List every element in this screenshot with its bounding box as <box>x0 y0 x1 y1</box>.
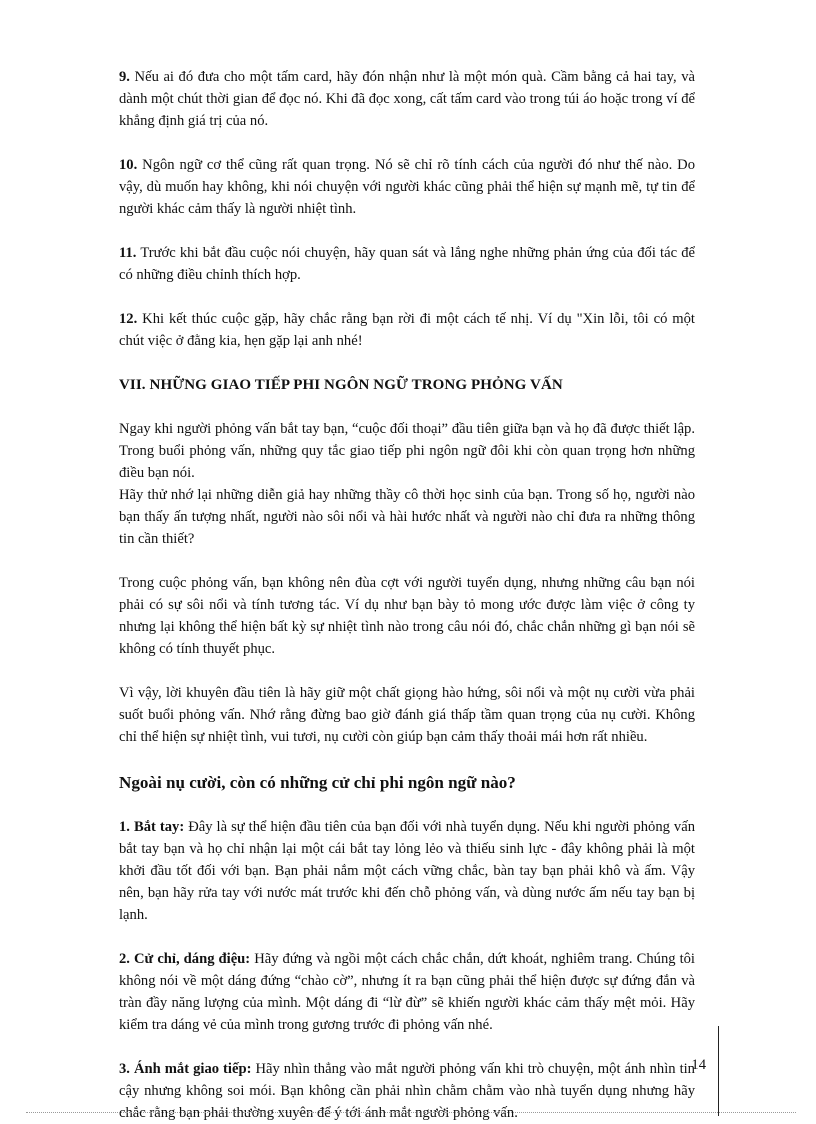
page-border-bottom <box>26 1112 796 1113</box>
list-item <box>119 242 695 286</box>
gesture-item <box>119 816 695 926</box>
item-number: 9. <box>119 69 130 85</box>
body-paragraph: Hãy thử nhớ lại những diễn giả hay những thầy cô thời học sinh của bạn. Trong số họ, người nào bạn thấy ấn tượng nhất, người nào sôi nổi và hài hước nhất và người nào chỉ đưa ra những thông tin cần thiết? <box>119 487 695 547</box>
item-text: Ngôn ngữ cơ thể cũng rất quan trọng. Nó sẽ chỉ rõ tính cách của người đó như thế nào. Do vậy, dù muốn hay không, khi nói chuyện với người khác cũng phải thể hiện sự mạnh mẽ, tự tin để người khác cảm thấy là người nhiệt tình. <box>119 157 695 217</box>
body-paragraph: Vì vậy, lời khuyên đầu tiên là hãy giữ một chất giọng hào hứng, sôi nổi và một nụ cười vừa phải suốt buổi phỏng vấn. Nhớ rằng đừng bao giờ đánh giá thấp tầm quan trọng của nụ cười. Không chỉ thể hiện sự nhiệt tình, vui tươi, nụ cười còn giúp bạn cảm thấy thoải mái hơn rất nhiều. <box>119 685 695 745</box>
item-number: 10. <box>119 157 138 173</box>
gesture-text: Hãy nhìn thẳng vào mắt người phỏng vấn khi trò chuyện, một ánh nhìn tin cậy nhưng không soi mói. Bạn không cần phải nhìn chằm chằm vào nhà tuyển dụng nhưng hãy chắc rằng bạn phải thường xuyên để ý tới ánh mắt người phỏng vấn. <box>119 1061 695 1121</box>
sub-heading: Ngoài nụ cười, còn có những cử chỉ phi ngôn ngữ nào? <box>119 773 516 792</box>
gesture-text: Đây là sự thể hiện đầu tiên của bạn đối với nhà tuyển dụng. Nếu khi người phỏng vấn bắt tay bạn và họ chỉ nhận lại một cái bắt tay lỏng lẻo và thiếu sinh lực - đây không phải là một khởi đầu tốt đối với bạn. Bạn phải nắm một cách vững chắc, bàn tay bạn phải khô và ấm. Vậy nên, bạn hãy rửa tay với nước mát trước khi đến chỗ phỏng vấn, và dùng nước ấm nếu tay bạn bị lạnh. <box>119 819 695 923</box>
page-border-right <box>718 1026 719 1116</box>
gesture-label: 1. Bắt tay: <box>119 819 185 835</box>
gesture-label: 3. Ánh mắt giao tiếp: <box>119 1061 252 1077</box>
body-paragraph: Ngay khi người phỏng vấn bắt tay bạn, “cuộc đối thoại” đầu tiên giữa bạn và họ đã được thiết lập. Trong buổi phỏng vấn, những quy tắc giao tiếp phi ngôn ngữ đôi khi còn quan trọng hơn những điều bạn nói. <box>119 421 695 481</box>
gesture-item <box>119 948 695 1036</box>
list-item <box>119 154 695 220</box>
item-text: Khi kết thúc cuộc gặp, hãy chắc rằng bạn rời đi một cách tế nhị. Ví dụ "Xin lỗi, tôi có một chút việc ở đằng kia, hẹn gặp lại anh nhé! <box>119 311 695 349</box>
item-number: 12. <box>119 311 138 327</box>
gesture-label: 2. Cử chỉ, dáng điệu: <box>119 951 251 967</box>
gesture-text: Hãy đứng và ngồi một cách chắc chắn, dứt khoát, nghiêm trang. Chúng tôi không nói về một dáng đứng “chào cờ”, nhưng ít ra bạn cũng phải thể hiện được sự đứng đắn và tràn đầy năng lượng của mình. Một dáng đi “lừ đừ” sẽ khiến người khác cảm thấy mệt mỏi. Hãy kiểm tra dáng vẻ của mình trong gương trước đi phỏng vấn nhé. <box>119 951 695 1033</box>
item-text: Nếu ai đó đưa cho một tấm card, hãy đón nhận như là một món quà. Cầm bằng cả hai tay, và dành một chút thời gian để đọc nó. Khi đã đọc xong, cất tấm card vào trong túi áo hoặc trong ví để khẳng định giá trị của nó. <box>119 69 695 129</box>
page-number: 14 <box>691 1057 706 1073</box>
item-text: Trước khi bắt đầu cuộc nói chuyện, hãy quan sát và lắng nghe những phản ứng của đối tác để có những điều chỉnh thích hợp. <box>119 245 695 283</box>
item-number: 11. <box>119 245 137 261</box>
list-item <box>119 66 695 132</box>
section-heading: VII. NHỮNG GIAO TIẾP PHI NGÔN NGỮ TRONG PHỎNG VẤN <box>119 377 563 393</box>
body-paragraph: Trong cuộc phỏng vấn, bạn không nên đùa cợt với người tuyển dụng, nhưng những câu bạn nói phải có sự sôi nổi và tính tương tác. Ví dụ như bạn bày tỏ mong ước được làm việc ở công ty nhưng lại không thể hiện bất kỳ sự nhiệt tình nào trong câu nói đó, chắc chắn những gì bạn nói sẽ không có tính thuyết phục. <box>119 575 695 657</box>
page-content <box>119 66 695 1124</box>
gesture-item <box>119 1058 695 1124</box>
list-item <box>119 308 695 352</box>
